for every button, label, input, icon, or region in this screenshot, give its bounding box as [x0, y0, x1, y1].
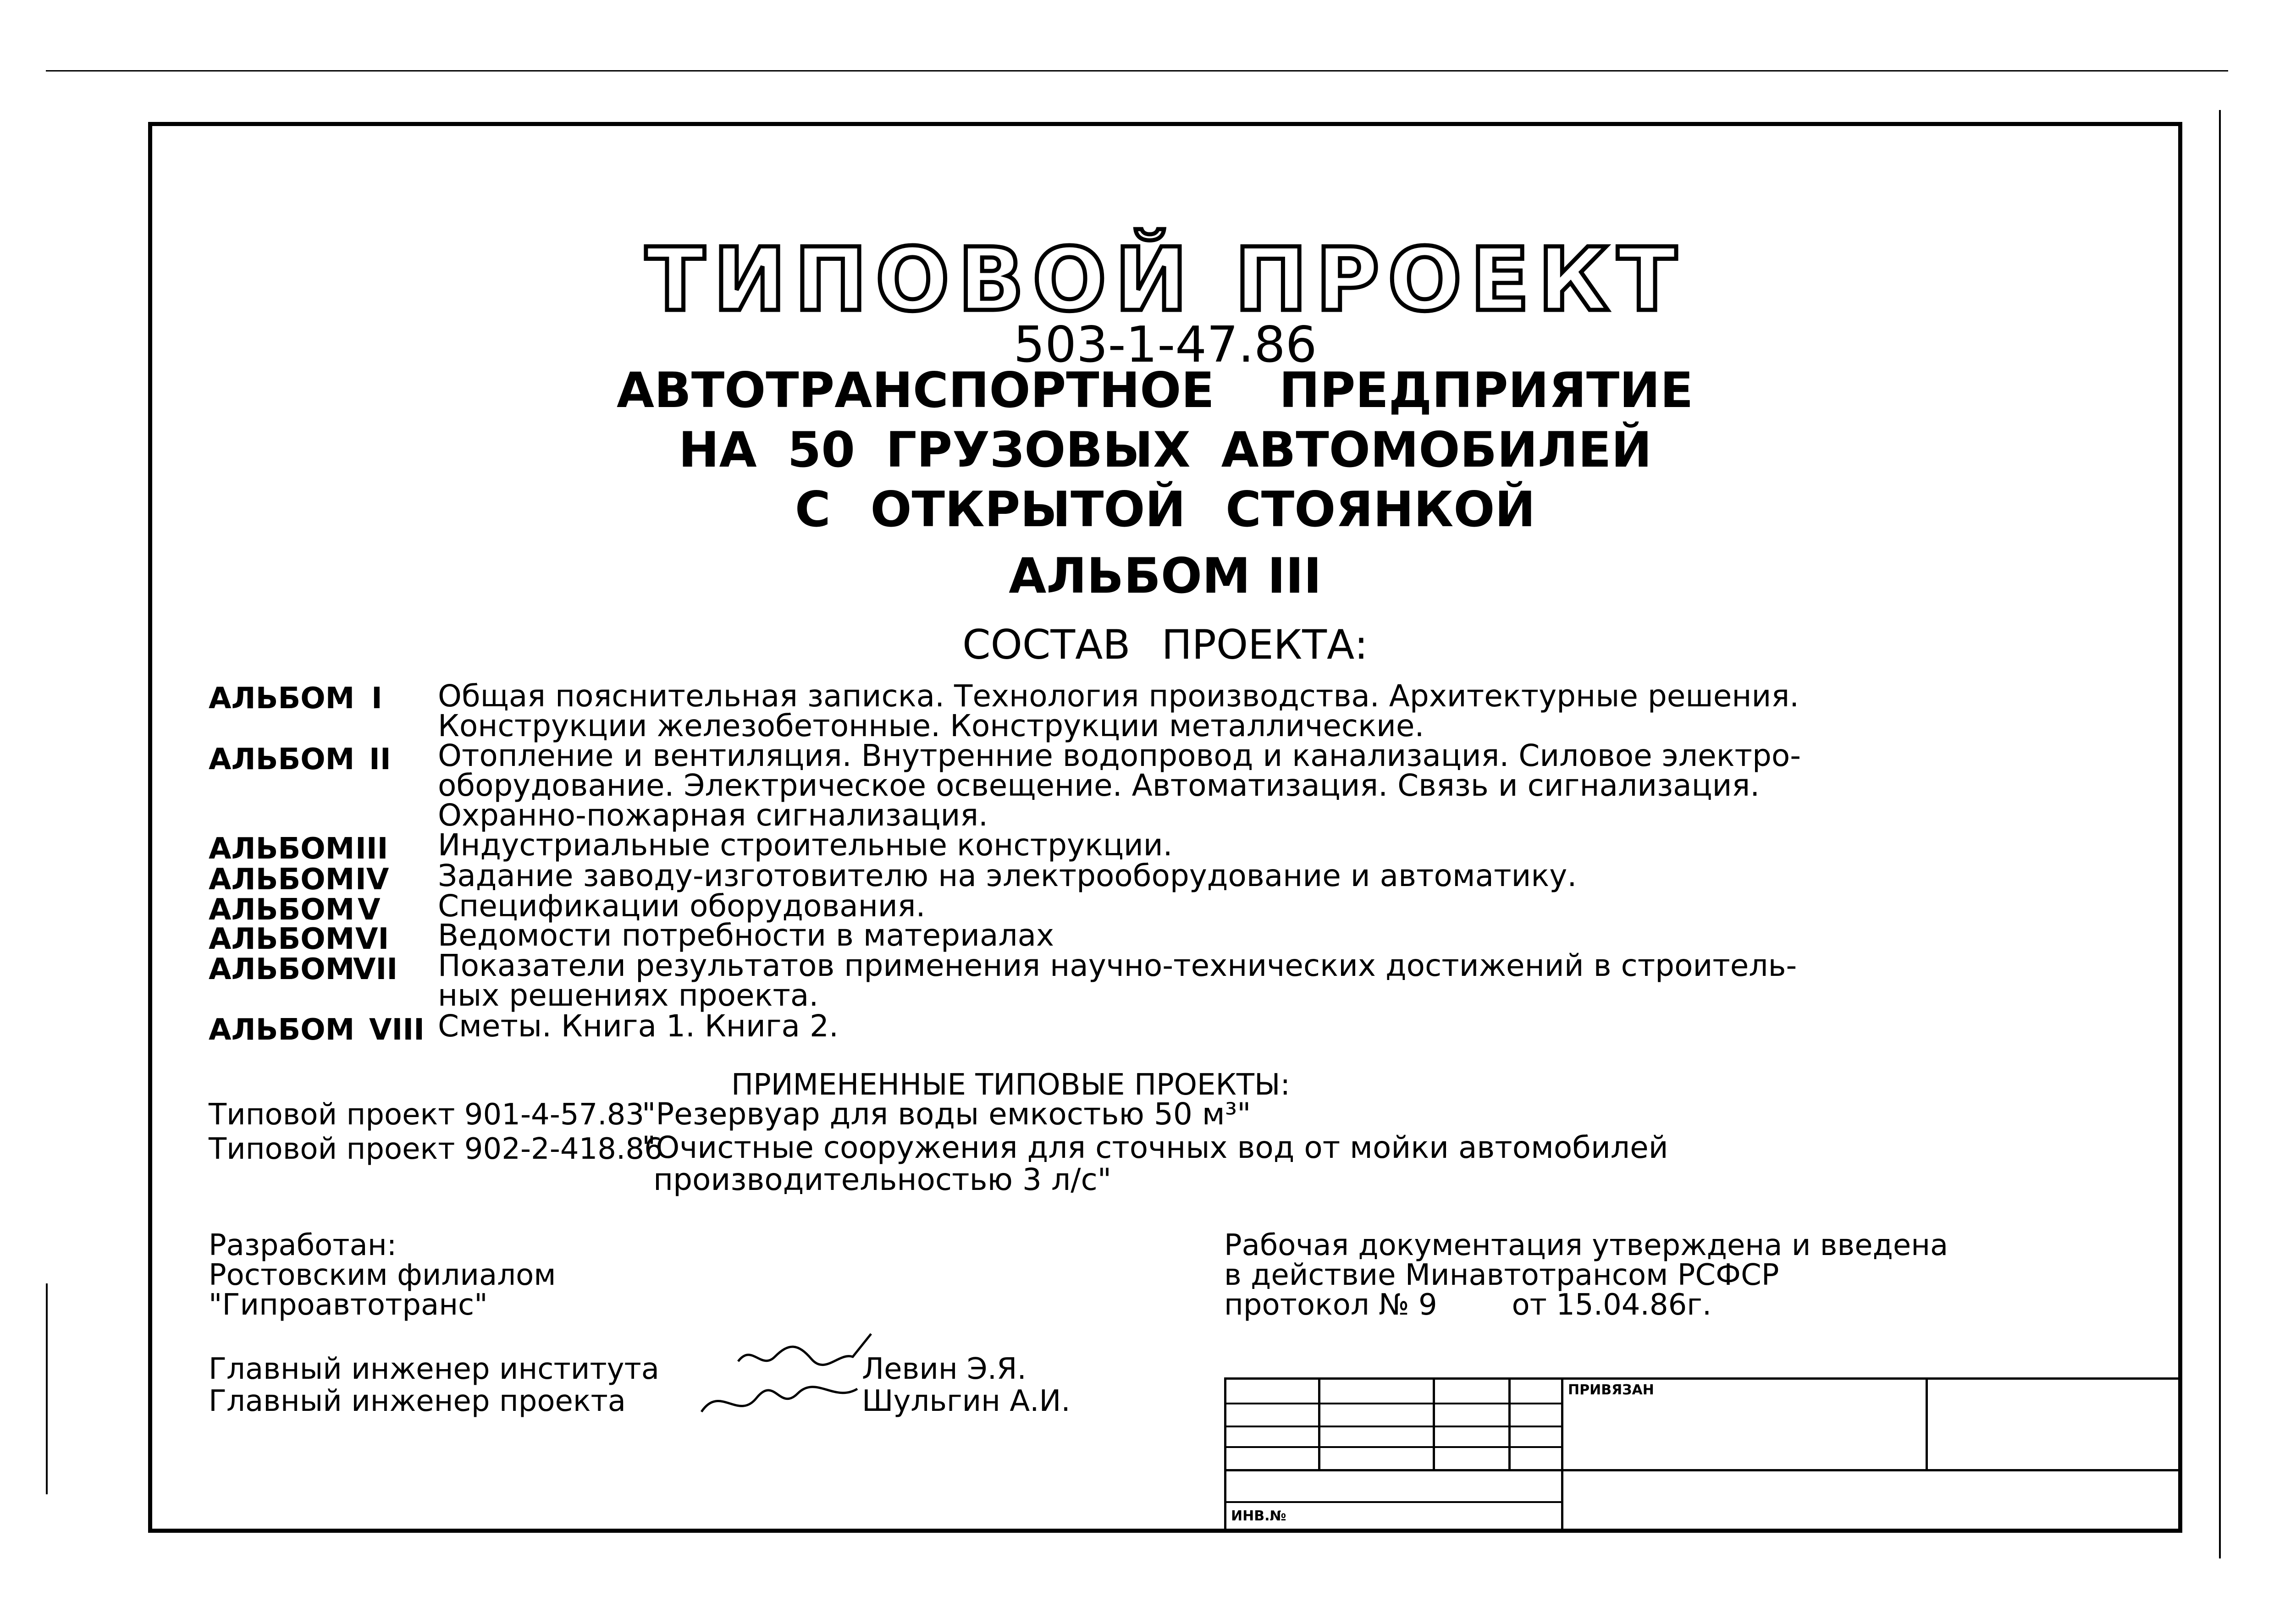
album-label: АЛЬБОМ [209, 832, 355, 866]
album-label: АЛЬБОМ [209, 1013, 355, 1047]
album-num: VII [353, 952, 398, 986]
album-desc-line: Ведомости потребности в материалах [438, 918, 1054, 953]
page-title: ТИПОВОЙ ПРОЕКТ [645, 229, 1685, 330]
album-desc-line: ных решениях проекта. [438, 978, 819, 1013]
right-trim-line [2219, 110, 2221, 1558]
album-label: АЛЬБОМ [209, 952, 355, 986]
album-desc-line: Охранно-пожарная сигнализация. [438, 798, 988, 833]
album-num: VIII [369, 1013, 425, 1047]
developer-line: Ростовским филиалом [209, 1258, 556, 1292]
album-label: АЛЬБОМ [209, 743, 355, 776]
applied-project-ref: Типовой проект 901-4-57.83 [209, 1098, 645, 1132]
album-desc-line: Сметы. Книга 1. Книга 2. [438, 1008, 839, 1044]
project-name-line-2: НА 50 ГРУЗОВЫХ АВТОМОБИЛЕЙ [678, 422, 1652, 478]
left-trim-line [46, 1283, 48, 1494]
album-desc-line: оборудование. Электрическое освещение. Автоматизация. Связь и сигнализация. [438, 768, 1760, 803]
stamp-bound-label: ПРИВЯЗАН [1568, 1382, 1654, 1398]
album-label: АЛЬБОМ [209, 682, 355, 716]
album-label: АЛЬБОМ [209, 922, 355, 956]
applied-project-desc: "Резервуар для воды емкостью 50 м³" [642, 1096, 1251, 1132]
album-desc-line: Показатели результатов применения научно-технических достижений в строитель- [438, 948, 1797, 983]
album-label: АЛЬБОМ [209, 893, 355, 927]
signature-role: Главный инженер института [209, 1352, 659, 1386]
album-num: V [358, 893, 381, 927]
album-desc-line: Конструкции железобетонные. Конструкции металлические. [438, 708, 1424, 743]
album-desc-line: Индустриальные строительные конструкции. [438, 827, 1173, 863]
album-desc-line: Общая пояснительная записка. Технология производства. Архитектурные решения. [438, 678, 1799, 714]
album-num: I [371, 682, 382, 716]
developer-line: "Гипроавтотранс" [209, 1288, 488, 1322]
album-num: III [355, 832, 388, 866]
applied-project-desc-cont: производительностью 3 л/с" [653, 1162, 1112, 1197]
album-num: VI [355, 922, 389, 956]
project-name-line-3: С ОТКРЫТОЙ СТОЯНКОЙ [795, 481, 1536, 538]
signature-name: Шульгин А.И. [862, 1384, 1071, 1418]
composition-heading: СОСТАВ ПРОЕКТА: [962, 621, 1368, 668]
approval-line: протокол № 9 от 15.04.86г. [1224, 1288, 1712, 1322]
stamp-inventory-label: ИНВ.№ [1231, 1508, 1286, 1524]
applied-project-desc: "Очистные сооружения для сточных вод от мойки автомобилей [642, 1130, 1668, 1165]
album-number: АЛЬБОМ III [1009, 548, 1322, 604]
album-label: АЛЬБОМ [209, 863, 355, 897]
project-name-part-b: ПРЕДПРИЯТИЕ [1279, 362, 1694, 418]
album-num: IV [355, 863, 389, 897]
signature-mark-2 [697, 1371, 862, 1426]
approval-line: Рабочая документация утверждена и введена [1224, 1228, 1948, 1262]
album-desc-line: Задание заводу-изготовителю на электрооборудование и автоматику. [438, 858, 1577, 893]
applied-projects-heading: ПРИМЕНЕННЫЕ ТИПОВЫЕ ПРОЕКТЫ: [731, 1068, 1291, 1102]
approval-line: в действие Минавтотрансом РСФСР [1224, 1258, 1779, 1292]
signature-name: Левин Э.Я. [862, 1352, 1027, 1386]
developer-line: Разработан: [209, 1228, 397, 1262]
album-desc-line: Отопление и вентиляция. Внутренние водопровод и канализация. Силовое электро- [438, 738, 1801, 773]
signature-role: Главный инженер проекта [209, 1384, 626, 1418]
album-desc-line: Спецификации оборудования. [438, 888, 926, 924]
top-border-line [46, 70, 2228, 72]
project-name-part-a: АВТОТРАНСПОРТНОЕ [617, 362, 1214, 418]
album-num: II [369, 743, 391, 776]
applied-project-ref: Типовой проект 902-2-418.86 [209, 1132, 663, 1166]
project-code: 503-1-47.86 [1013, 316, 1317, 374]
